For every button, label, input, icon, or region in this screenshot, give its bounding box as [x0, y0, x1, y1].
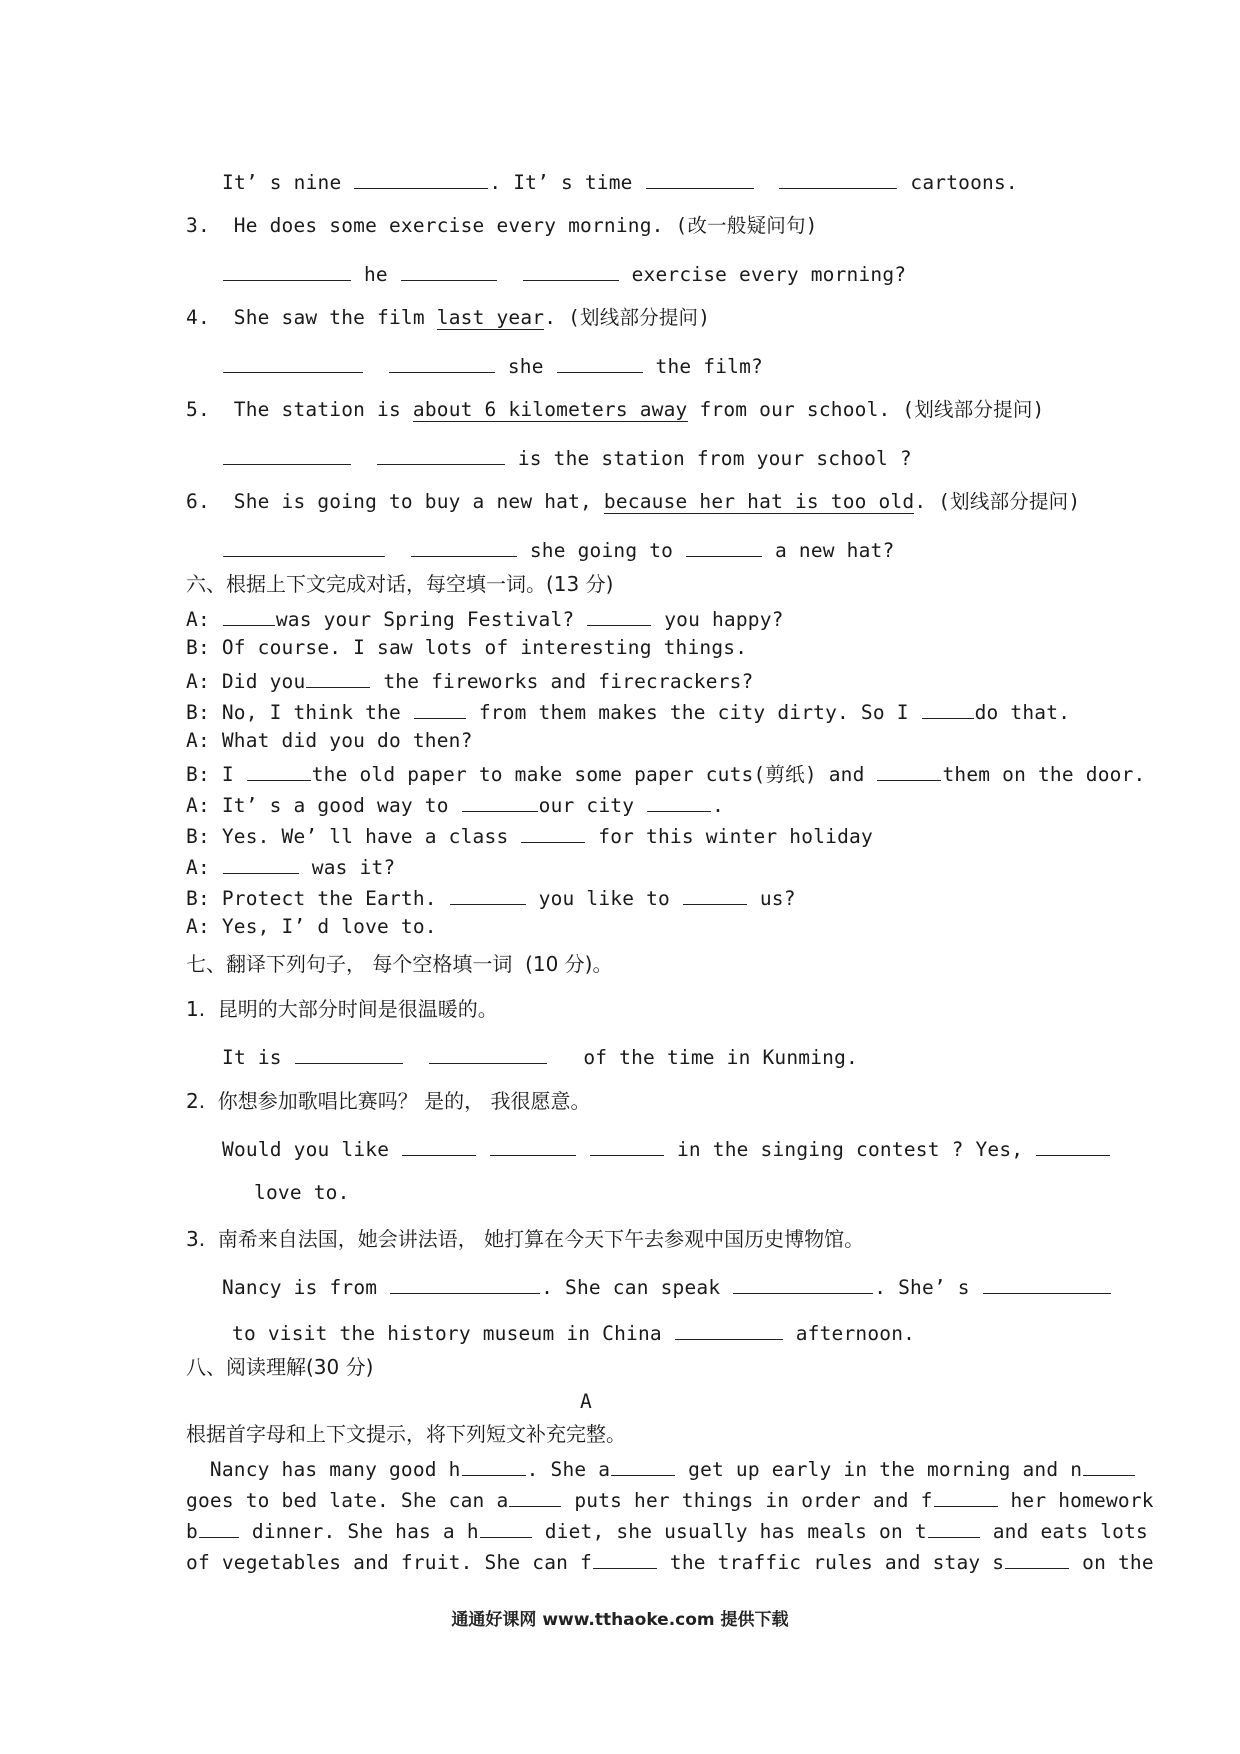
sec7-q3-answer-cont: to visit the history museum in China afternoon. — [232, 1319, 915, 1346]
passage-line: of vegetables and fruit. She can f the traffic rules and stay s on the — [186, 1548, 1154, 1575]
sec8-instruction: 根据首字母和上下文提示，将下列短文补充完整。 — [186, 1422, 626, 1446]
underlined-phrase: last year — [436, 306, 545, 329]
passage-line: b dinner. She has a h diet, she usually has meals on t and eats lots — [186, 1517, 1148, 1544]
sec5-q6-answer-line: she going to a new hat? — [222, 536, 894, 563]
sec7-heading: 七、翻译下列句子， 每个空格填一词 (10 分)。 — [186, 952, 613, 976]
sec5-q5-question: 5. The station is about 6 kilometers away from our school. (划线部分提问) — [186, 398, 1045, 421]
sec6-heading: 六、根据上下文完成对话，每空填一词。(13 分) — [186, 572, 614, 596]
underlined-phrase: because her hat is too old — [603, 490, 915, 513]
sec7-q1-answer-line: It is of the time in Kunming. — [222, 1043, 858, 1070]
sec7-q2-question: 2. 你想参加歌唱比赛吗？ 是的， 我很愿意。 — [186, 1089, 591, 1113]
passage-line: goes to bed late. She can a puts her things in order and f her homework — [186, 1486, 1154, 1513]
dialogue-line: A: What did you do then? — [186, 729, 473, 752]
dialogue-line: B: Of course. I saw lots of interesting things. — [186, 636, 748, 659]
sec7-q2-answer-cont: love to. — [254, 1181, 350, 1204]
sec5-q2-answer-line: It’ s nine . It’ s time cartoons. — [222, 168, 1018, 195]
passage-line: Nancy has many good h . She a get up early in the morning and n — [186, 1455, 1136, 1482]
dialogue-line: B: No, I think the from them makes the city dirty. So I do that. — [186, 698, 1070, 725]
dialogue-line: B: Yes. We’ ll have a class for this winter holiday — [186, 822, 873, 849]
dialogue-line: A: was your Spring Festival? you happy? — [186, 605, 784, 632]
dialogue-line: B: Protect the Earth. you like to us? — [186, 884, 796, 911]
dialogue-line: B: I the old paper to make some paper cuts(剪纸) and them on the door. — [186, 760, 1145, 787]
sec5-q4-question: 4. She saw the film last year. (划线部分提问) — [186, 306, 711, 329]
sec7-q1-question: 1. 昆明的大部分时间是很温暖的。 — [186, 997, 498, 1021]
dialogue-line: A: was it? — [186, 853, 395, 880]
dialogue-line: A: Did you the fireworks and firecrackers? — [186, 667, 754, 694]
sec5-q5-answer-line: is the station from your school ? — [222, 444, 912, 471]
sec7-q2-answer-line: Would you like in the singing contest ? Yes, — [222, 1135, 1111, 1162]
underlined-phrase: about 6 kilometers away — [412, 398, 688, 421]
sec5-q3-question: 3. He does some exercise every morning. (改一般疑问句) — [186, 214, 818, 237]
sec5-q3-answer-line: he exercise every morning? — [222, 260, 906, 287]
sec8-heading: 八、阅读理解(30 分) — [186, 1355, 374, 1379]
dialogue-line: A: Yes, I’ d love to. — [186, 915, 437, 938]
page-footer: 通通好课网 www.tthaoke.com 提供下载 — [451, 1610, 789, 1630]
sec8-part-label: A — [580, 1390, 592, 1413]
sec5-q6-question: 6. She is going to buy a new hat, because her hat is too old. (划线部分提问) — [186, 490, 1081, 513]
sec5-q4-answer-line: she the film? — [222, 352, 763, 379]
sec7-q3-question: 3. 南希来自法国，她会讲法语， 她打算在今天下午去参观中国历史博物馆。 — [186, 1227, 865, 1251]
sec7-q3-answer-line: Nancy is from . She can speak . She’ s — [222, 1273, 1112, 1300]
dialogue-line: A: It’ s a good way to our city . — [186, 791, 724, 818]
